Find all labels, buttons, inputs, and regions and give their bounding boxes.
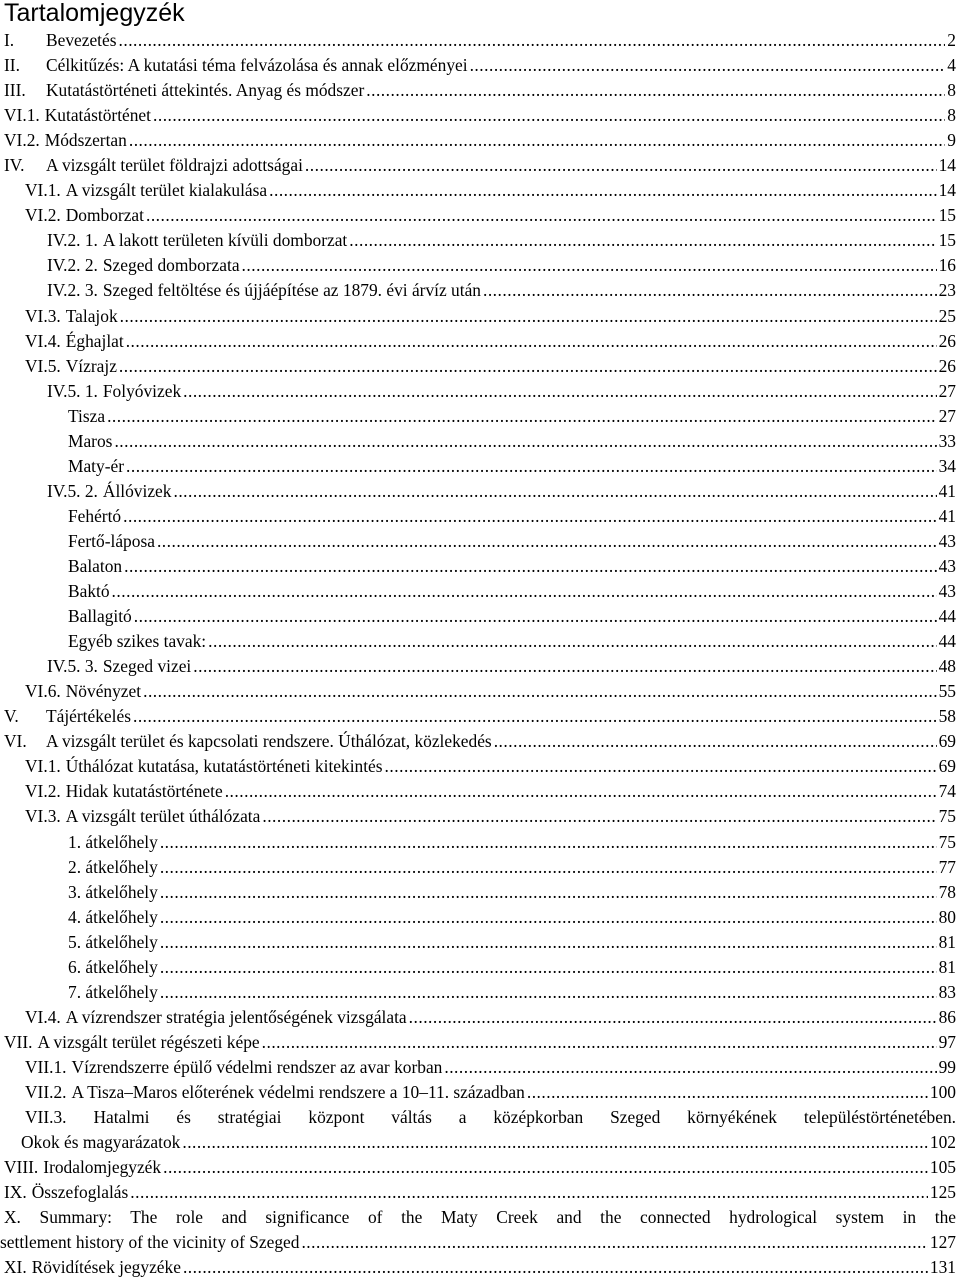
toc-entry-number: IV.5. 2. (47, 480, 98, 501)
toc-entry-number: VI.2. (4, 130, 40, 151)
dot-leader (126, 329, 937, 354)
toc-entry[interactable] (0, 203, 960, 228)
toc-entry-title: Rövidítések jegyzéke (31, 1257, 181, 1278)
toc-entry-page: 4 (947, 55, 956, 76)
toc-entry[interactable] (0, 905, 960, 930)
toc-entry-page: 15 (938, 205, 956, 226)
toc-entry[interactable] (0, 804, 960, 829)
toc-entry-title: 5. átkelőhely (68, 931, 158, 952)
toc-entry[interactable] (0, 1105, 960, 1155)
toc-entry[interactable] (0, 1080, 960, 1105)
dot-leader (160, 930, 937, 955)
toc-entry-page: 44 (938, 631, 956, 652)
toc-entry-title: 1. átkelőhely (68, 831, 158, 852)
toc-entry-number: VI.4. (25, 330, 61, 351)
toc-entry-title: 4. átkelőhely (68, 906, 158, 927)
toc-entry-number: IV. (4, 155, 25, 176)
toc-entry-title: Célkitűzés: A kutatási téma felvázolása és annak előzményei (46, 55, 468, 76)
toc-entry[interactable] (0, 228, 960, 253)
toc-entry-number: VI. (4, 731, 27, 752)
toc-entry-number: VI.1. (25, 756, 61, 777)
toc-entry-title: Szeged feltöltése és újjáépítése az 1879. évi árvíz után (102, 280, 481, 301)
toc-entry-page: 43 (938, 581, 956, 602)
dot-leader (114, 429, 936, 454)
dot-leader (183, 1255, 928, 1280)
toc-entry[interactable] (0, 454, 960, 479)
toc-entry-number: X. (4, 1207, 21, 1228)
toc-entry[interactable] (0, 28, 960, 53)
toc-entry[interactable] (0, 178, 960, 203)
toc-entry-number: IV.2. 2. (47, 255, 98, 276)
toc-entry[interactable] (0, 379, 960, 404)
toc-entry-page: 8 (947, 80, 956, 101)
toc-entry-page: 75 (938, 806, 956, 827)
toc-entry-page: 125 (929, 1182, 956, 1203)
toc-entry-number: II. (4, 55, 20, 76)
toc-entry[interactable] (0, 128, 960, 153)
toc-entry[interactable] (0, 704, 960, 729)
dot-leader (262, 804, 936, 829)
toc-entry-page: 80 (938, 906, 956, 927)
dot-leader (305, 153, 937, 178)
toc-entry-title-continued: settlement history of the vicinity of Szeged (0, 1232, 300, 1253)
toc-entry-number: VI.2. (25, 781, 61, 802)
dot-leader (366, 78, 945, 103)
dot-leader (173, 479, 936, 504)
toc-entry[interactable] (0, 78, 960, 103)
toc-entry-title: Úthálózat kutatása, kutatástörténeti kitekintés (65, 756, 383, 777)
dot-leader (494, 729, 937, 754)
toc-entry-title-continued: Okok és magyarázatok (21, 1132, 181, 1153)
toc-entry-number: I. (4, 30, 15, 50)
toc-entry-number: VI.3. (25, 806, 61, 827)
toc-entry[interactable] (0, 1030, 960, 1055)
toc-entry[interactable] (0, 754, 960, 779)
toc-entry-number: VI.4. (25, 1006, 61, 1027)
toc-entry-title: Maros (68, 430, 113, 451)
toc-entry-page: 86 (938, 1006, 956, 1027)
toc-entry[interactable] (0, 354, 960, 379)
toc-entry-page: 26 (938, 330, 956, 351)
toc-entry-title: Irodalomjegyzék (43, 1157, 162, 1178)
dot-leader (157, 529, 937, 554)
toc-entry-number: IV.2. 1. (47, 230, 98, 251)
toc-entry-text (4, 1205, 956, 1230)
toc-entry[interactable] (0, 1055, 960, 1080)
toc-entry-title: A lakott területen kívüli domborzat (102, 230, 348, 251)
toc-entry-page: 81 (938, 956, 956, 977)
dot-leader (242, 253, 937, 278)
toc-entry-title: Összefoglalás (31, 1182, 129, 1203)
toc-entry[interactable] (0, 1255, 960, 1280)
toc-entry[interactable] (0, 103, 960, 128)
dot-leader (527, 1080, 928, 1105)
toc-entry-title: A vizsgált terület földrajzi adottságai (46, 155, 303, 176)
toc-entry-title: 2. átkelőhely (68, 856, 158, 877)
toc-entry-title: A vizsgált terület kialakulása (65, 180, 268, 201)
toc-entry-title: Folyóvizek (102, 380, 182, 401)
toc-entry-page: 48 (938, 656, 956, 677)
toc-entry[interactable] (0, 1180, 960, 1205)
dot-leader (349, 228, 936, 253)
toc-entry-title: Ballagitó (68, 606, 132, 627)
dot-leader (182, 1130, 928, 1155)
dot-leader (269, 178, 936, 203)
toc-entry[interactable] (0, 479, 960, 504)
toc-entry[interactable] (0, 53, 960, 78)
dot-leader (112, 579, 937, 604)
dot-leader (483, 278, 937, 303)
toc-entry-title: Summary: The role and significance of the Maty Creek and the connected hydrological system in the (20, 1207, 956, 1228)
toc-entry-number: VI.1. (25, 180, 61, 201)
toc-entry-page: 8 (947, 105, 956, 126)
toc-entry-title: Balaton (68, 555, 123, 576)
toc-entry[interactable] (0, 779, 960, 804)
toc-entry[interactable] (0, 629, 960, 654)
toc-entry-page: 131 (929, 1257, 956, 1278)
toc-entry[interactable] (0, 980, 960, 1005)
toc-entry-number: VIII. (4, 1157, 39, 1178)
toc-entry-title: Fertő-láposa (68, 530, 155, 551)
toc-entry-title: 7. átkelőhely (68, 981, 158, 1002)
toc-entry-page: 55 (938, 681, 956, 702)
page-title: Tartalomjegyzék (4, 0, 185, 27)
dot-leader (409, 1005, 937, 1030)
toc-entry-page: 15 (938, 230, 956, 251)
toc-entry[interactable] (0, 278, 960, 303)
toc-entry-page: 77 (938, 856, 956, 877)
toc-entry-title: 3. átkelőhely (68, 881, 158, 902)
toc-entry-title: Hatalmi és stratégiai központ váltás a középkorban Szeged környékének településtörténetében. (66, 1107, 956, 1128)
toc-entry-page: 34 (938, 455, 956, 476)
dot-leader (385, 754, 937, 779)
toc-entry-page: 16 (938, 255, 956, 276)
toc-entry[interactable] (0, 1155, 960, 1180)
dot-leader (262, 1030, 937, 1055)
toc-entry-page: 100 (929, 1081, 956, 1102)
toc-entry-title: Hidak kutatástörténete (65, 781, 223, 802)
toc-entry-number: VII.1. (25, 1056, 67, 1077)
toc-entry-page: 43 (938, 530, 956, 551)
toc-entry-title: Tájértékelés (46, 706, 131, 727)
dot-leader (225, 779, 937, 804)
toc-entry[interactable] (0, 830, 960, 855)
toc-entry-title: A vizsgált terület régészeti képe (37, 1031, 260, 1052)
toc-entry-number: IV.2. 3. (47, 280, 98, 301)
toc-entry-page: 97 (938, 1031, 956, 1052)
toc-entry-page: 99 (938, 1056, 956, 1077)
dot-leader (119, 28, 946, 53)
toc-entry-page: 105 (929, 1157, 956, 1178)
toc-entry-page: 27 (938, 405, 956, 426)
toc-entry-page: 2 (947, 30, 956, 50)
dot-leader (160, 955, 937, 980)
dot-leader (129, 128, 945, 153)
toc-entry-title: Tisza (68, 405, 106, 426)
toc-entry-number: VII.3. (25, 1107, 67, 1128)
toc-entry-number: VI.1. (4, 105, 40, 126)
toc-entry-title: A vizsgált terület és kapcsolati rendszere. Úthálózat, közlekedés (46, 731, 492, 752)
toc-entry-title: A vízrendszer stratégia jelentőségének vizsgálata (65, 1006, 407, 1027)
toc-entry-page: 78 (938, 881, 956, 902)
toc-entry-number: VII. (4, 1031, 33, 1052)
toc-entry-title: Egyéb szikes tavak: (68, 631, 207, 652)
dot-leader (130, 1180, 928, 1205)
toc-entry-page: 27 (938, 380, 956, 401)
toc-entry-page: 81 (938, 931, 956, 952)
dot-leader (160, 855, 937, 880)
toc-entry-title: Állóvizek (102, 480, 172, 501)
toc-entry[interactable] (0, 930, 960, 955)
toc-entry-title: Domborzat (65, 205, 144, 226)
toc-entry-title: A vizsgált terület úthálózata (65, 806, 261, 827)
toc-entry-page: 41 (938, 505, 956, 526)
toc-entry-title: Vízrajz (65, 355, 117, 376)
toc-entry-number: VI.2. (25, 205, 61, 226)
toc-entry[interactable] (0, 504, 960, 529)
toc-entry-page: 9 (947, 130, 956, 151)
toc-entry-number: VI.5. (25, 355, 61, 376)
toc-entry-title: 6. átkelőhely (68, 956, 158, 977)
dot-leader (146, 203, 937, 228)
toc-entry-title: Fehértó (68, 505, 122, 526)
toc-entry[interactable] (0, 579, 960, 604)
toc-entry[interactable] (0, 855, 960, 880)
toc-entry[interactable] (0, 955, 960, 980)
toc-entry-page: 44 (938, 606, 956, 627)
dot-leader (208, 629, 936, 654)
toc-entry-title: Módszertan (44, 130, 127, 151)
toc-entry[interactable] (0, 1205, 960, 1255)
toc-entry[interactable] (0, 554, 960, 579)
dot-leader (160, 980, 937, 1005)
toc-entry-title: A Tisza–Maros előterének védelmi rendszere a 10–11. században (71, 1081, 525, 1102)
toc-entry[interactable] (0, 404, 960, 429)
toc-entry-page: 26 (938, 355, 956, 376)
toc-entry-number: VI.6. (25, 681, 61, 702)
toc-entry-page: 14 (938, 180, 956, 201)
toc-entry-text (25, 1105, 956, 1130)
dot-leader (126, 454, 937, 479)
toc-entry-page: 25 (938, 305, 956, 326)
toc-entry[interactable] (0, 604, 960, 629)
toc-entry-number: VI.3. (25, 305, 61, 326)
dot-leader (119, 354, 937, 379)
toc-entry-page: 14 (938, 155, 956, 176)
toc-entry-number: VII.2. (25, 1081, 67, 1102)
toc-entry-title: Éghajlat (65, 330, 124, 351)
dot-leader (133, 704, 937, 729)
toc-entry[interactable] (0, 1005, 960, 1030)
toc-entry-page: 69 (938, 731, 956, 752)
dot-leader (123, 504, 936, 529)
toc-entry-number: XI. (4, 1257, 27, 1278)
toc-entry[interactable] (0, 679, 960, 704)
dot-leader (470, 53, 946, 78)
toc-entry[interactable] (0, 153, 960, 178)
dot-leader (120, 304, 937, 329)
toc-entry[interactable] (0, 729, 960, 754)
dot-leader (153, 103, 945, 128)
toc-entry-page: 102 (929, 1132, 956, 1153)
toc-entry-title: Szeged domborzata (102, 255, 240, 276)
toc-entry[interactable] (0, 329, 960, 354)
dot-leader (143, 679, 937, 704)
dot-leader (301, 1230, 927, 1255)
toc-entry-page: 127 (929, 1232, 956, 1253)
dot-leader (160, 880, 937, 905)
toc-entry-title: Talajok (65, 305, 118, 326)
dot-leader (124, 554, 937, 579)
toc-entry-page: 23 (938, 280, 956, 301)
toc-entry-title: Baktó (68, 581, 110, 602)
dot-leader (160, 830, 937, 855)
dot-leader (183, 379, 936, 404)
toc-entry-page: 33 (938, 430, 956, 451)
toc-entry[interactable] (0, 529, 960, 554)
toc-entry-page: 41 (938, 480, 956, 501)
table-of-contents (0, 28, 960, 1280)
dot-leader (160, 905, 937, 930)
toc-entry-number: IV.5. 3. (47, 656, 98, 677)
toc-entry-page: 83 (938, 981, 956, 1002)
toc-entry[interactable] (0, 253, 960, 278)
toc-entry[interactable] (0, 654, 960, 679)
toc-entry-page: 74 (938, 781, 956, 802)
dot-leader (163, 1155, 928, 1180)
toc-entry-number: III. (4, 80, 26, 101)
toc-entry[interactable] (0, 429, 960, 454)
toc-entry-title: Kutatástörténeti áttekintés. Anyag és módszer (46, 80, 365, 101)
toc-entry-title: Szeged vizei (102, 656, 192, 677)
toc-entry-title: Vízrendszerre épülő védelmi rendszer az avar korban (71, 1056, 443, 1077)
toc-entry[interactable] (0, 304, 960, 329)
toc-entry-title: Növényzet (65, 681, 142, 702)
toc-entry-number: IV.5. 1. (47, 380, 98, 401)
toc-entry-page: 58 (938, 706, 956, 727)
toc-entry-page: 75 (938, 831, 956, 852)
toc-entry-page: 69 (938, 756, 956, 777)
toc-entry-page: 43 (938, 555, 956, 576)
dot-leader (193, 654, 936, 679)
dot-leader (444, 1055, 936, 1080)
toc-entry-number: V. (4, 706, 19, 727)
toc-entry-title: Maty-ér (68, 455, 125, 476)
dot-leader (134, 604, 937, 629)
dot-leader (107, 404, 937, 429)
toc-entry-title: Bevezetés (46, 30, 117, 50)
toc-entry-number: IX. (4, 1182, 27, 1203)
toc-entry-title: Kutatástörténet (44, 105, 151, 126)
toc-entry[interactable] (0, 880, 960, 905)
